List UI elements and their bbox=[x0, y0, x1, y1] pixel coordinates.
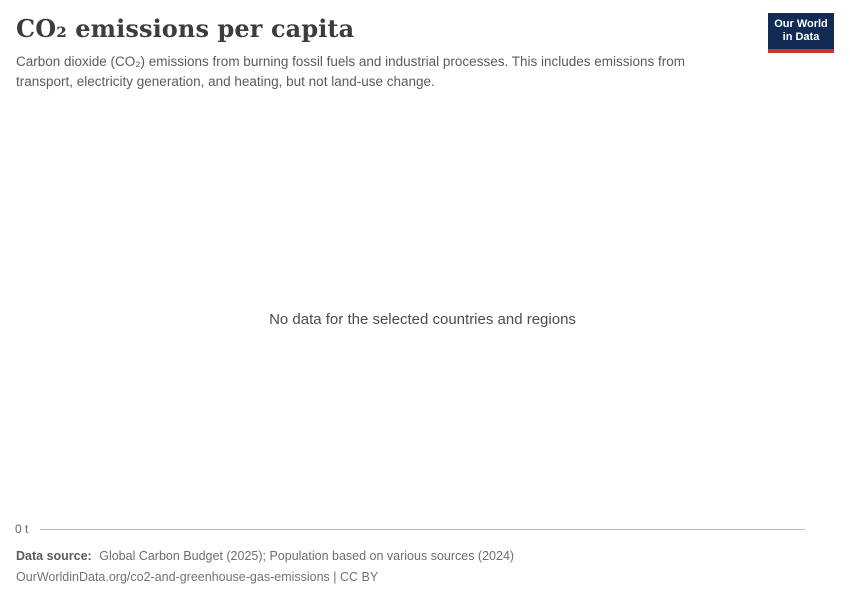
x-axis-line bbox=[40, 529, 805, 530]
owid-logo[interactable] bbox=[768, 13, 834, 53]
owid-logo-line1: Our World bbox=[774, 18, 828, 30]
data-source-line bbox=[16, 548, 514, 564]
y-axis-tick-label: 0 t bbox=[15, 522, 29, 536]
data-source-label: Data source: bbox=[16, 549, 92, 563]
data-source-value[interactable]: Global Carbon Budget (2025); Population based on various sources (2024) bbox=[99, 549, 515, 563]
chart-subtitle: Carbon dioxide (CO₂) emissions from burning fossil fuels and industrial processes. This includes emissions from transport, electricity generation, and heating, but not land-use change. bbox=[16, 54, 686, 89]
no-data-message: No data for the selected countries and regions bbox=[269, 311, 576, 328]
canonical-url-link[interactable]: OurWorldinData.org/co2-and-greenhouse-gas-emissions | CC BY bbox=[16, 570, 379, 584]
chart-title: CO₂ emissions per capita bbox=[16, 14, 355, 43]
owid-logo-line2: in Data bbox=[782, 31, 820, 43]
